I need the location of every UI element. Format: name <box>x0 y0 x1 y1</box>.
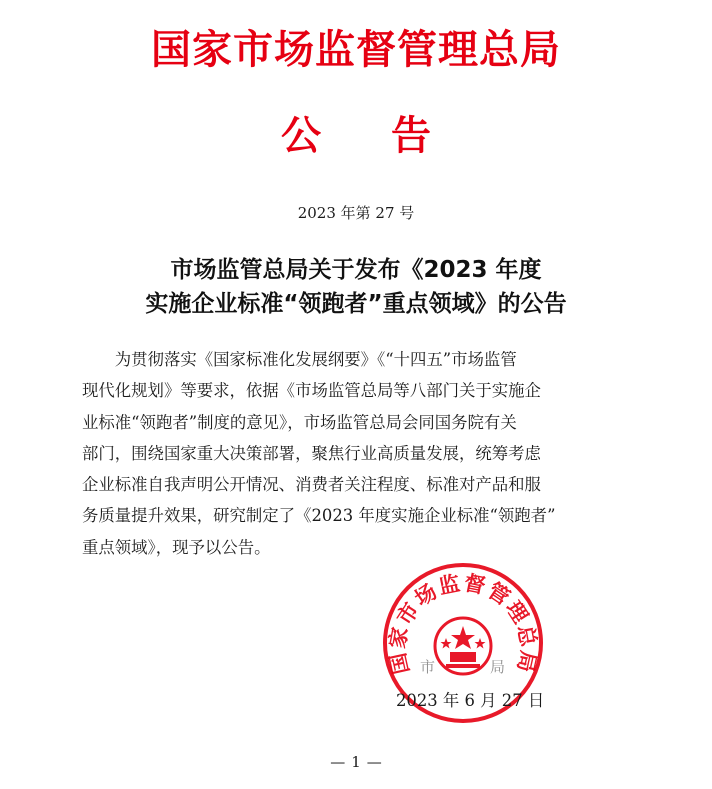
body-line: 部门，围绕国家重大决策部署，聚焦行业高质量发展，统筹考虑 <box>82 443 541 463</box>
document-title-line-1: 市场监管总局关于发布《2023 年度 <box>170 257 542 283</box>
page-number-right-dash: — <box>366 753 382 771</box>
seal-text: 国家市场监督管理总局 <box>385 570 541 677</box>
announcement-body <box>82 344 642 563</box>
announcement-heading: 公告 <box>281 113 501 159</box>
body-line: 务质量提升效果，研究制定了《2023 年度实施企业标准“领跑者” <box>82 506 556 526</box>
page-number <box>0 752 712 772</box>
signing-date: 2023 年 6 月 27 日 <box>396 691 545 710</box>
body-line: 业标准“领跑者”制度的意见》，市场监管总局会同国务院有关 <box>82 412 517 432</box>
body-line: 重点领域》，现予以公告。 <box>82 537 271 557</box>
body-line: 企业标准自我声明公开情况、消费者关注程度、标准对产品和服 <box>82 475 541 495</box>
document-title-line-2: 实施企业标准“领跑者”重点领域》的公告 <box>145 291 567 317</box>
body-line: 现代化规划》等要求，依据《市场监管总局等八部门关于实施企 <box>82 381 541 401</box>
body-line: 为贯彻落实《国家标准化发展纲要》《“十四五”市场监管 <box>82 350 517 369</box>
document-number: 2023 年第 27 号 <box>297 204 415 222</box>
agency-header-title: 国家市场监督管理总局 <box>151 27 561 73</box>
page-number-left-dash: — <box>330 753 346 771</box>
signing-organization: 市 局 <box>420 658 526 676</box>
page-number-value: 1 <box>351 753 361 771</box>
